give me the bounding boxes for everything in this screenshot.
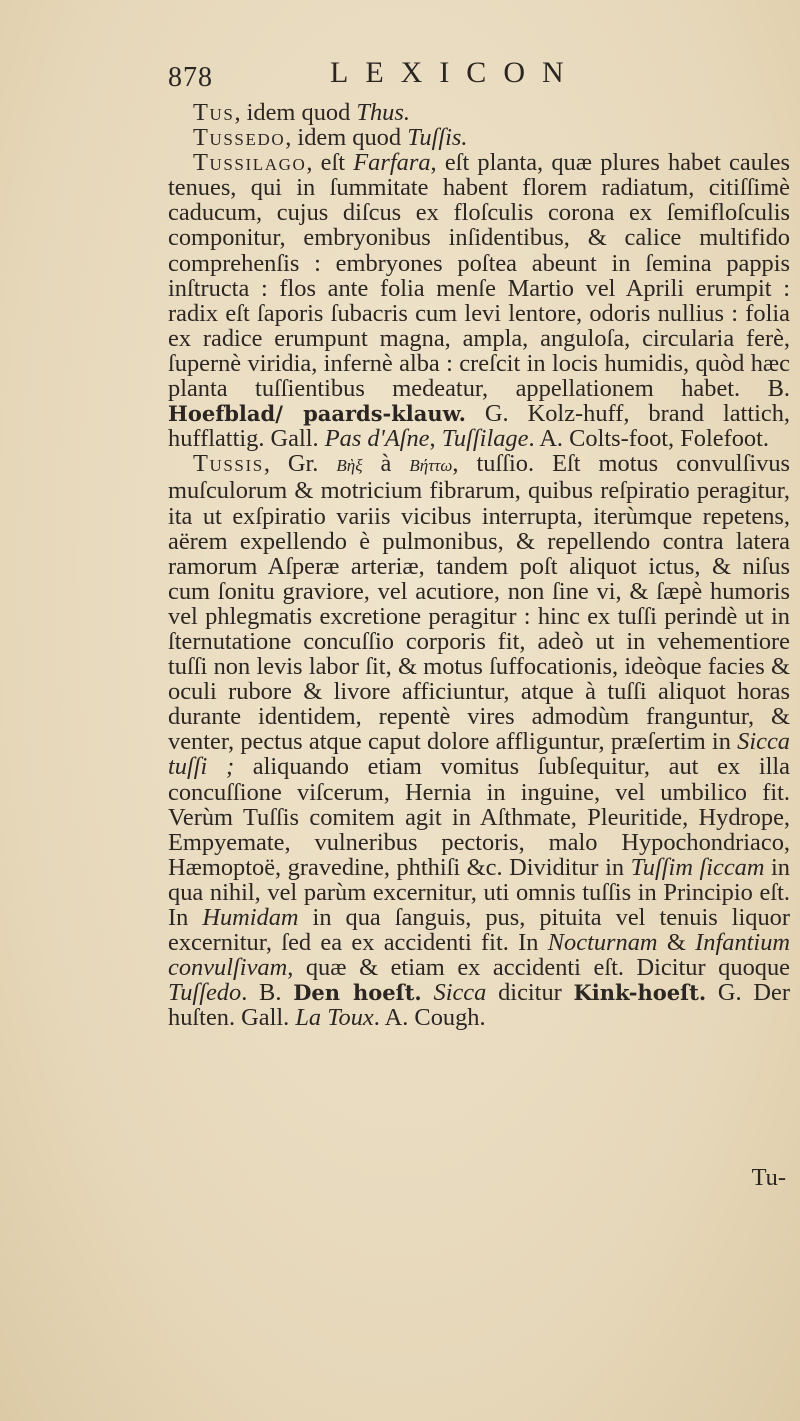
greek-term: Βὴξ: [336, 456, 363, 476]
dutch-term: Kink-hoeſt.: [573, 980, 707, 1006]
headword: Tussis: [193, 450, 264, 478]
page-number: 878: [168, 62, 213, 93]
catchword: Tu-: [751, 1164, 786, 1191]
headword: Tussedo: [193, 124, 286, 152]
dutch-term: Hoefblad/ paards-klauw.: [168, 401, 466, 427]
headword: Tussilago: [193, 149, 307, 177]
dutch-term: Den hoeſt.: [293, 980, 422, 1006]
headword: Tus: [193, 99, 235, 126]
entry-tussedo: Tussedo, idem quod Tuſſis.: [193, 124, 468, 152]
entry-tus: Tus, idem quod Thus.: [193, 99, 410, 126]
greek-term: Βήττω: [409, 456, 453, 476]
text-column: [168, 100, 790, 1030]
entry-tussis: Tussis, Gr. Βὴξ à Βήττω, tuſſio. Eſt motus convulſivus muſculorum & motricium fibrarum, quibus reſpiratio peragitur, ita ut exſpiratio variis vicibus interrupta, iterùmque repetens, aërem expellendo è pulmonibus, & repellendo contra latera ramorum Aſperæ arteriæ, tandem poſt aliquot ictus, & niſus cum ſonitu graviore, vel acutiore, non ſine vi, & ſæpè humoris vel phlegmatis excretione peragitur : hinc ex tuſſi perindè ut in ſternutatione concuſſio corporis fit, adeò ut in vehementiore tuſſi non levis labor ſit, & motus ſuffocationis, ideòque facies & oculi rubore & livore afficiuntur, atque à tuſſi aliquot horas durante identidem, repentè vires admodùm franguntur, & venter, pectus atque caput dolore affliguntur, præſertim in Sicca tuſſi ; aliquando etiam vomitus ſubſequitur, aut ex illa concuſſione viſcerum, Hernia in inguine, vel umbilico fit. Verùm Tuſſis comitem agit in Aſthmate, Pleuritide, Hydrope, Empyemate, vulneribus pectoris, malo Hypochondriaco, Hæmoptoë, gravedine, phthiſi &c. Dividitur in Tuſſim ſiccam in qua nihil, vel parùm excernitur, uti omnis tuſſis in Principio eſt. In Humidam in qua ſanguis, pus, pituita vel tenuis liquor excernitur, ſed ea ex accidenti fit. In Nocturnam & Infantium convulſivam, quæ & etiam ex accidenti eſt. Dicitur quoque Tuſſedo. B. Den hoeſt. Sicca dicitur Kink-hoeſt. G. Der huſten. Gall. La Toux. A. Cough.: [168, 450, 791, 1032]
entry-tussilago: Tussilago, eſt Farfara, eſt planta, quæ plures habet caules tenues, qui in ſummitate habent florem radiatum, citiſſimè caducum, cujus diſcus ex floſculis corona ex ſemifloſculis componitur, embryonibus inſidentibus, & calice multifido comprehenſis : embryones poſtea abeunt in ſemina pappis inſtructa : flos ante folia menſe Martio vel Aprili erumpit : radix eſt ſaporis ſubacris cum levi lentore, odoris nullius : folia ex radice erumpunt magna, ampla, anguloſa, circularia ferè, ſupernè viridia, infernè alba : creſcit in locis humidis, quòd hæc planta tuſſientibus medeatur, appellationem habet. B. Hoefblad/ paards-klauw. G. Kolz-huff, brand lattich, hufflattig. Gall. Pas d'Aſne, Tuſſilage. A. Colts-foot, Folefoot.: [168, 149, 791, 453]
running-head: LEXICON: [330, 56, 581, 89]
